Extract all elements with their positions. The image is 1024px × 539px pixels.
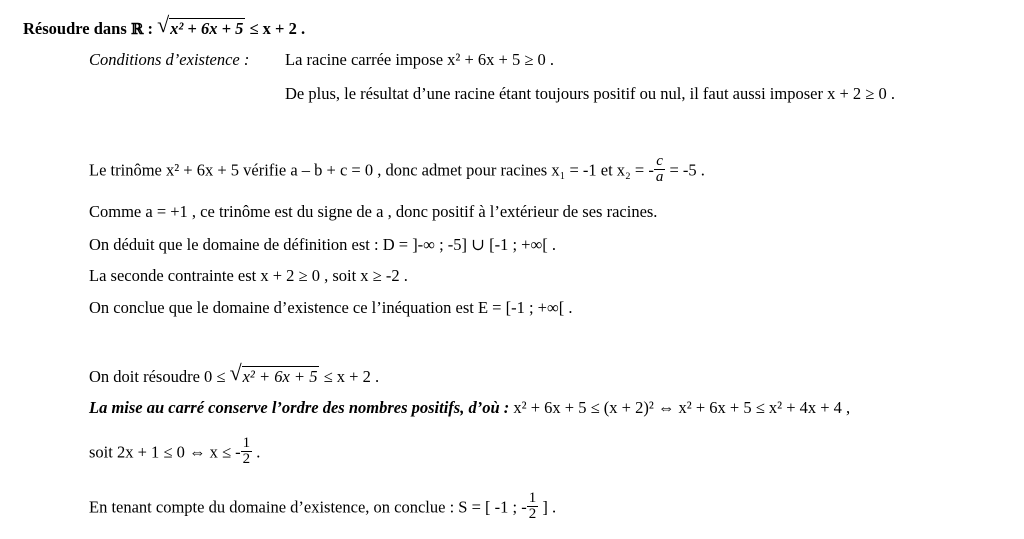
fraction-denominator: 2	[528, 506, 537, 522]
soit-tail: .	[252, 442, 261, 462]
final-tail: ] .	[538, 497, 557, 517]
conditions-label: Conditions d’existence :	[89, 50, 250, 69]
trinome-tail: = -5 .	[665, 160, 705, 180]
fraction-denominator: 2	[242, 451, 251, 467]
radicand-2: x² + 6x + 5	[242, 367, 318, 386]
soit-line	[89, 435, 261, 469]
trinome-line	[89, 153, 705, 187]
radicand: x² + 6x + 5	[170, 19, 244, 38]
carre-line	[89, 398, 850, 418]
fraction-numerator: 1	[242, 435, 251, 451]
comme-line: Comme a = +1 , ce trinôme est du signe de a , donc positif à l’extérieur de ses racines.	[89, 202, 658, 221]
final-line	[89, 490, 557, 524]
resoudre-line	[89, 360, 380, 387]
real-numbers-symbol: ℝ	[130, 20, 144, 38]
title-rhs: ≤ x + 2 .	[245, 19, 306, 38]
title-prefix: Résoudre dans	[23, 19, 131, 38]
final-prefix: En tenant compte du domaine d’existence, on conclue : S = [ -1 ; -	[89, 497, 527, 517]
radical-icon: √	[229, 360, 242, 385]
condition-line-1: La racine carrée impose x² + 6x + 5 ≥ 0 .	[285, 50, 555, 69]
square-root-2	[229, 360, 320, 387]
exercise-title	[23, 12, 306, 39]
soit-prefix: soit 2x + 1 ≤ 0 ⇔ x ≤ -	[89, 442, 241, 462]
carre-bold-text: La mise au carré conserve l’ordre des nombres positifs, d’où :	[89, 398, 510, 417]
conclut-line: On conclue que le domaine d’existence ce l’inéquation est E = [-1 ; +∞[ .	[89, 298, 573, 317]
title-colon: :	[143, 19, 158, 38]
seconde-line: La seconde contrainte est x + 2 ≥ 0 , soit x ≥ -2 .	[89, 266, 408, 285]
fraction-one-half	[241, 436, 253, 467]
trinome-text: Le trinôme x² + 6x + 5 vérifie a – b + c = 0 , donc admet pour racines x₁ = -1 et x₂ = -	[89, 160, 654, 180]
deduit-line: On déduit que le domaine de définition est : D = ]-∞ ; -5] ∪ [-1 ; +∞[ .	[89, 235, 556, 254]
square-root	[157, 12, 245, 39]
condition-line-2: De plus, le résultat d’une racine étant toujours positif ou nul, il faut aussi imposer x + 2 ≥ 0 .	[285, 84, 895, 103]
carre-math: x² + 6x + 5 ≤ (x + 2)² ⇔ x² + 6x + 5 ≤ x² + 4x + 4 ,	[509, 398, 851, 417]
fraction-denominator: a	[655, 169, 664, 185]
radical-icon: √	[157, 12, 170, 37]
fraction-one-half-final	[527, 491, 539, 522]
fraction-c-over-a	[654, 154, 666, 185]
fraction-numerator: c	[656, 153, 663, 169]
fraction-numerator: 1	[528, 490, 537, 506]
resoudre-suffix: ≤ x + 2 .	[319, 367, 380, 386]
resoudre-prefix: On doit résoudre 0 ≤	[89, 367, 230, 386]
